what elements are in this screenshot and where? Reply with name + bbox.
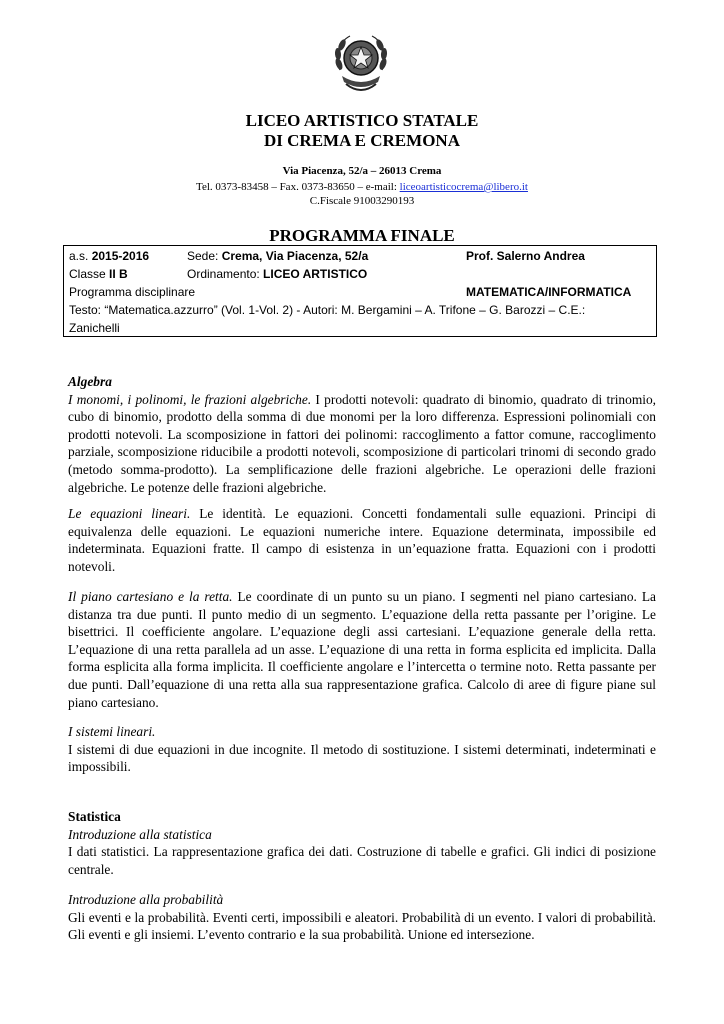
algebra-paragraph-3 xyxy=(68,588,656,711)
topic-title: I sistemi lineari. xyxy=(68,724,156,739)
ordinamento xyxy=(187,265,367,283)
school-address: Via Piacenza, 52/a – 26013 Crema xyxy=(282,165,442,177)
algebra-paragraph-4 xyxy=(68,723,656,776)
textbook-line1: Testo: “Matematica.azzurro” (Vol. 1-Vol. 2) - Autori: M. Bergamini – A. Trifone – G. Barozzi – C.E.: xyxy=(69,303,586,317)
algebra-paragraph-2 xyxy=(68,505,656,575)
italian-republic-emblem-icon xyxy=(330,28,392,100)
statistica-section xyxy=(68,808,656,878)
sede-label: Sede: xyxy=(187,249,222,263)
sede-value: Crema, Via Piacenza, 52/a xyxy=(221,249,369,263)
topic-text: I sistemi di due equazioni in due incognite. Il metodo di sostituzione. I sistemi determinati, indeterminati e impossibili. xyxy=(68,741,656,775)
topic-text: Le identità. Le equazioni. Concetti fondamentali sulle equazioni. Principi di equivalenza delle equazioni. Le equazioni numeriche intere. Equazione determinata, impossibile ed indeterminata. Equazioni fratte. Il campo di esistenza in un’equazione fratta. Equazioni con i prodotti notevoli. xyxy=(68,506,657,574)
topic-title: Il piano cartesiano e la retta. xyxy=(68,589,233,604)
topic-title: Introduzione alla probabilità xyxy=(68,892,224,907)
algebra-paragraph-1 xyxy=(68,391,656,497)
program-title: PROGRAMMA FINALE xyxy=(269,226,455,245)
school-name-line1: LICEO ARTISTICO STATALE xyxy=(245,111,479,130)
textbook-line2: Zanichelli xyxy=(69,321,120,335)
program-label: Programma disciplinare xyxy=(69,285,196,299)
course-info-box xyxy=(63,245,657,337)
topic-text: Gli eventi e la probabilità. Eventi certi, impossibili e aleatori. Probabilità di un evento. I valori di probabilità. Gli eventi e gli insiemi. L’evento contrario e la sua probabilità. Unione ed intersezione. xyxy=(68,909,656,943)
ordinamento-label: Ordinamento: xyxy=(187,267,264,281)
topic-text: I dati statistici. La rappresentazione grafica dei dati. Costruzione di tabelle e grafici. Gli indici di posizione centrale. xyxy=(68,844,656,877)
school-name-line2: DI CREMA E CREMONA xyxy=(264,131,460,150)
algebra-heading: Algebra xyxy=(68,374,112,389)
school-year-value: 2015-2016 xyxy=(91,249,150,263)
class-label: Classe xyxy=(69,267,110,281)
contacts-text: Tel. 0373-83458 – Fax. 0373-83650 – e-mail: xyxy=(196,181,400,193)
subject: MATEMATICA/INFORMATICA xyxy=(466,285,632,299)
ordinamento-value: LICEO ARTISTICO xyxy=(263,267,368,281)
topic-title: Le equazioni lineari. xyxy=(68,506,191,521)
school-year xyxy=(69,247,149,265)
professor-name: Prof. Salerno Andrea xyxy=(466,249,585,263)
topic-title: I monomi, i polinomi, le frazioni algebriche. xyxy=(68,391,312,407)
email-link[interactable]: liceoartisticocrema@libero.it xyxy=(399,181,528,193)
algebra-section xyxy=(68,373,656,496)
class xyxy=(69,265,128,283)
class-value: II B xyxy=(109,267,128,281)
fiscal-code: C.Fiscale 91003290193 xyxy=(309,195,415,207)
school-year-label: a.s. xyxy=(69,249,92,263)
statistica-heading: Statistica xyxy=(68,809,121,824)
probabilita-section xyxy=(68,891,656,944)
topic-title: Introduzione alla statistica xyxy=(68,826,212,842)
school-contacts xyxy=(0,181,724,194)
sede xyxy=(187,247,368,265)
topic-text: Le coordinate di un punto su un piano. I segmenti nel piano cartesiano. La distanza tra due punti. Il punto medio di un segmento. L’equazione della retta passante per l’origine. Le bisettrici. Il coefficiente angolare. L’equazione degli assi cartesiani. L’equazione generale della retta. L’equazione di una retta parallela ad un asse. L’equazione di una retta in forma esplicita ed implicita. Dalla forma esplicita alla forma implicita. Il coefficiente angolare e l’intercetta o termine noto. Retta passante per due punti. Dall’equazione di una retta alla sua rappresentazione grafica. Calcolo di aree di figure piane sul piano cartesiano. xyxy=(68,589,656,710)
topic-text: I prodotti notevoli: quadrato di binomio, quadrato di trinomio, cubo di binomio, prodotto della somma di due monomi per la loro differenza. Espressioni polinomiali con prodotti notevoli. La scomposizione in fattori dei polinomi: raccoglimento a fattor comune, raccoglimento parziale, scomposizione riducibile a prodotti notevoli, scomposizione di particolari trinomi di secondo grado (metodo somma-prodotto). La semplificazione delle frazioni algebriche. Le operazioni delle frazioni algebriche. Le potenze delle frazioni algebriche. xyxy=(68,391,656,495)
